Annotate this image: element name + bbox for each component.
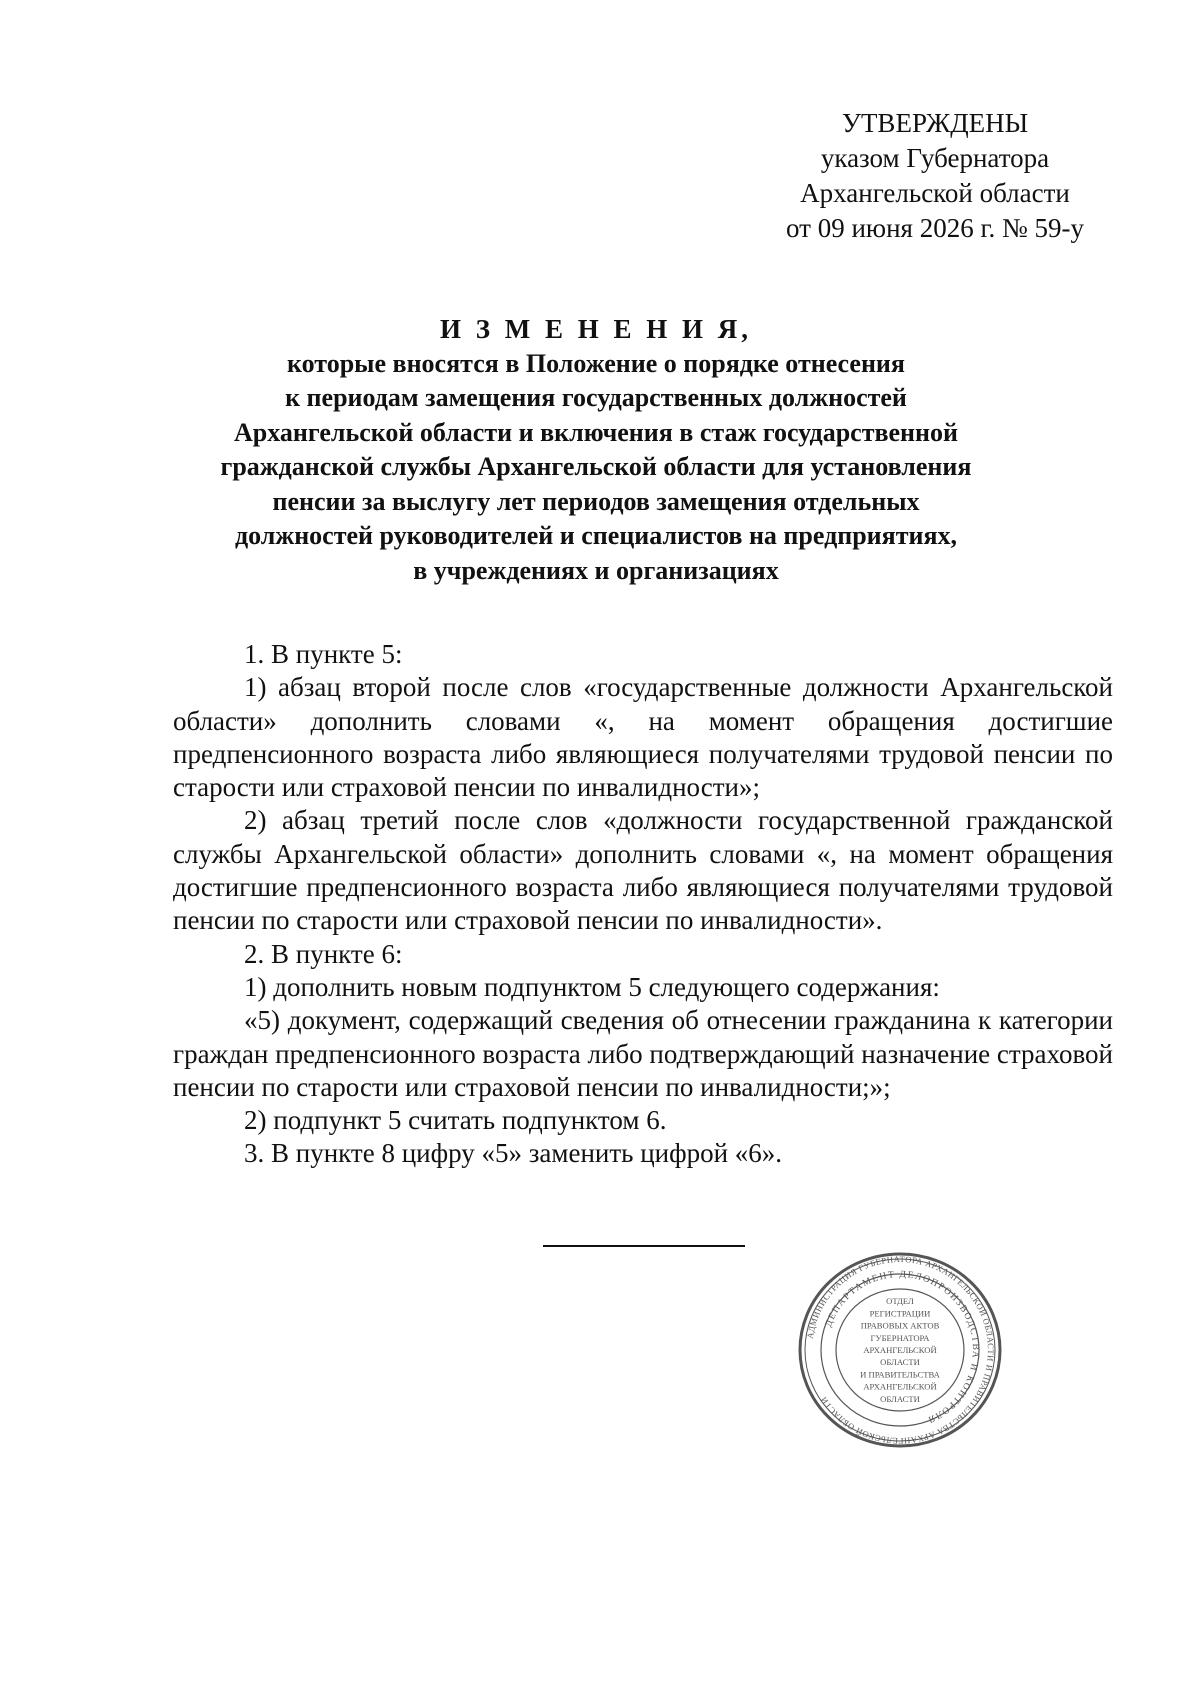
seal-center-line: ОТДЕЛ xyxy=(886,1296,914,1307)
heading-line: Архангельской области и включения в стаж государственной xyxy=(234,417,958,447)
seal-outer-ring-text: АДМИНИСТРАЦИЯ ГУБЕРНАТОРА АРХАНГЕЛЬСКОЙ ОБЛАСТИ И ПРАВИТЕЛЬСТВА АРХАНГЕЛЬСКОЙ ОБЛАСТИ xyxy=(804,1253,997,1447)
heading-line: которые вносятся в Положение о порядке отнесения xyxy=(287,348,905,378)
seal-center-line: АРХАНГЕЛЬСКОЙ xyxy=(863,1381,937,1392)
heading-line: к периодам замещения государственных должностей xyxy=(285,383,907,412)
clause-2-item-1: 1) дополнить новым подпунктом 5 следующего содержания: xyxy=(244,971,940,1002)
approval-block xyxy=(760,106,1110,246)
heading-line: должностей руководителей и специалистов на предприятиях, xyxy=(234,521,958,550)
clause-2-item-2: 2) подпункт 5 считать подпунктом 6. xyxy=(244,1105,667,1136)
seal-center-line: РЕГИСТРАЦИИ xyxy=(869,1308,931,1319)
seal-center-text xyxy=(860,1296,940,1404)
seal-inner-ring-text: ДЕПАРТАМЕНТ ДЕЛОПРОИЗВОДСТВА И КОНТРОЛЯ xyxy=(823,1269,981,1425)
seal-center-line: АРХАНГЕЛЬСКОЙ xyxy=(863,1345,937,1355)
clause-2: 2. В пункте 6: xyxy=(244,938,403,969)
document-heading xyxy=(150,312,1042,588)
seal-center-line: ПРАВОВЫХ АКТОВ xyxy=(860,1320,940,1331)
approval-date-number: от 09 июня 2026 г. № 59-у xyxy=(786,213,1084,243)
clause-1: 1. В пункте 5: xyxy=(244,639,403,669)
seal-center-line: И ПРАВИТЕЛЬСТВА xyxy=(860,1369,940,1380)
clause-2-new-subitem: «5) документ, содержащий сведения об отнесении гражданина к категории граждан предпенсионного возраста либо подтверждающий назначение страховой пенсии по старости или страховой пенсии по инвалидности;»; xyxy=(173,1005,1113,1102)
clause-3: 3. В пункте 8 цифру «5» заменить цифрой «6». xyxy=(244,1138,783,1169)
approval-region: Архангельской области xyxy=(800,178,1070,208)
clause-1-item-1: 1) абзац второй после слов «государственные должности Архангельской области» дополнить словами «, на момент обращения достигшие предпенсионного возраста либо являющиеся получателями трудовой пенсии по старости или страховой пенсии по инвалидности»; xyxy=(173,672,1113,803)
official-seal xyxy=(795,1250,1005,1450)
heading-line: пенсии за выслугу лет периодов замещения отдельных xyxy=(272,486,920,516)
heading-title: И З М Е Н Е Н И Я, xyxy=(439,314,752,344)
seal-graphic xyxy=(795,1250,1005,1450)
heading-line: гражданской службы Архангельской области для установления xyxy=(220,452,972,481)
seal-center-line: ОБЛАСТИ xyxy=(880,1357,920,1368)
approval-title: УТВЕРЖДЕНЫ xyxy=(841,108,1029,138)
seal-center-line: ОБЛАСТИ xyxy=(880,1393,920,1404)
approval-authority: указом Губернатора xyxy=(820,143,1050,173)
seal-center-line: ГУБЕРНАТОРА xyxy=(870,1332,930,1343)
heading-line: в учреждениях и организациях xyxy=(413,555,779,585)
document-body xyxy=(173,638,1113,1171)
clause-1-item-2: 2) абзац третий после слов «должности государственной гражданской службы Архангельской области» дополнить словами «, на момент обращения достигшие предпенсионного возраста либо являющиеся получателями трудовой пенсии по старости или страховой пенсии по инвалидности». xyxy=(173,805,1113,936)
closing-rule xyxy=(543,1245,745,1247)
